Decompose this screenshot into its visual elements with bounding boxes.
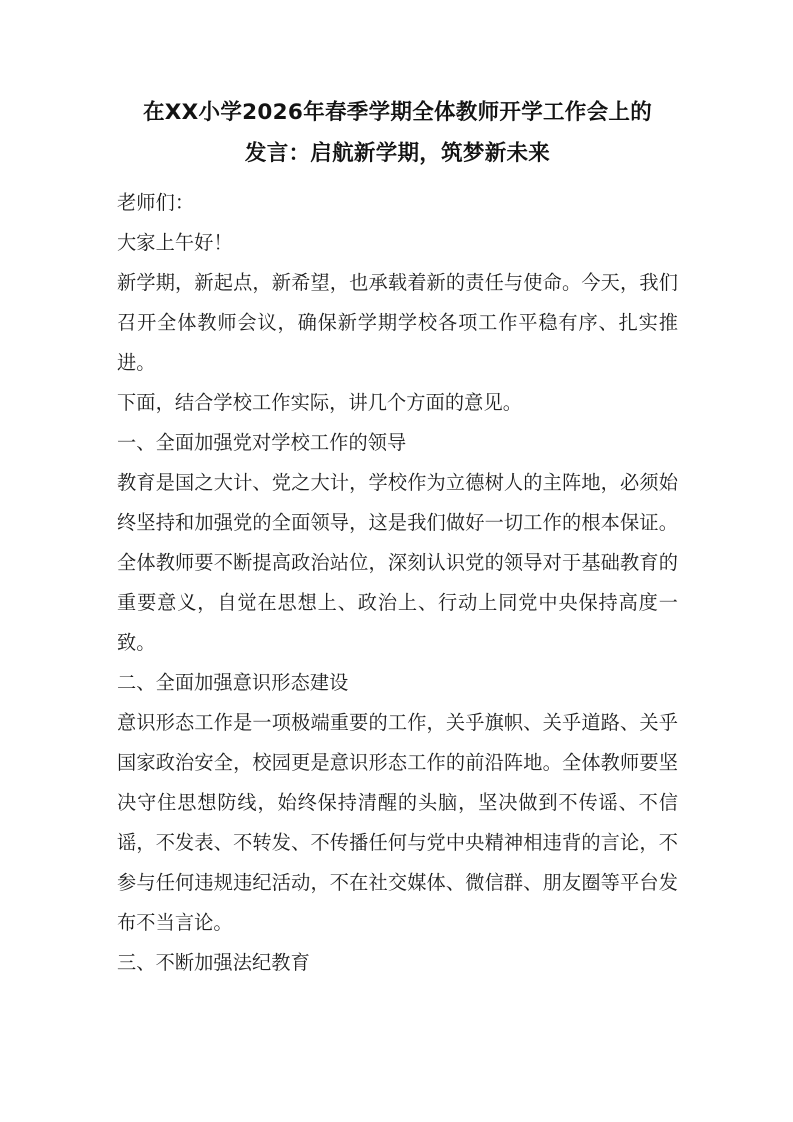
- paragraph-transition: 下面，结合学校工作实际，讲几个方面的意见。: [117, 393, 523, 414]
- document-content: [117, 92, 678, 984]
- paragraph-greeting: 大家上午好！: [117, 233, 233, 254]
- page-title-line-1: 在XX小学2026年春季学期全体教师开学工作会上的: [143, 100, 652, 125]
- section-heading-3: 三、不断加强法纪教育: [117, 953, 310, 974]
- paragraph-salutation: 老师们：: [117, 193, 195, 214]
- page-title-line-2: 发言：启航新学期，筑梦新未来: [244, 141, 551, 166]
- document-body: [117, 184, 678, 984]
- section-heading-2: 二、全面加强意识形态建设: [117, 673, 349, 694]
- paragraph-opening: 新学期，新起点，新希望，也承载着新的责任与使命。今天，我们召开全体教师会议，确保新学期学校各项工作平稳有序、扎实推进。: [117, 273, 678, 374]
- section-body-1: 教育是国之大计、党之大计，学校作为立德树人的主阵地，必须始终坚持和加强党的全面领导，这是我们做好一切工作的根本保证。全体教师要不断提高政治站位，深刻认识党的领导对于基础教育的重要意义，自觉在思想上、政治上、行动上同党中央保持高度一致。: [117, 473, 678, 654]
- page-title: [117, 92, 678, 174]
- section-body-2: 意识形态工作是一项极端重要的工作，关乎旗帜、关乎道路、关乎国家政治安全，校园更是意识形态工作的前沿阵地。全体教师要坚决守住思想防线，始终保持清醒的头脑，坚决做到不传谣、不信谣，不发表、不转发、不传播任何与党中央精神相违背的言论，不参与任何违规违纪活动，不在社交媒体、微信群、朋友圈等平台发布不当言论。: [117, 713, 678, 934]
- section-heading-1: 一、全面加强党对学校工作的领导: [117, 433, 407, 454]
